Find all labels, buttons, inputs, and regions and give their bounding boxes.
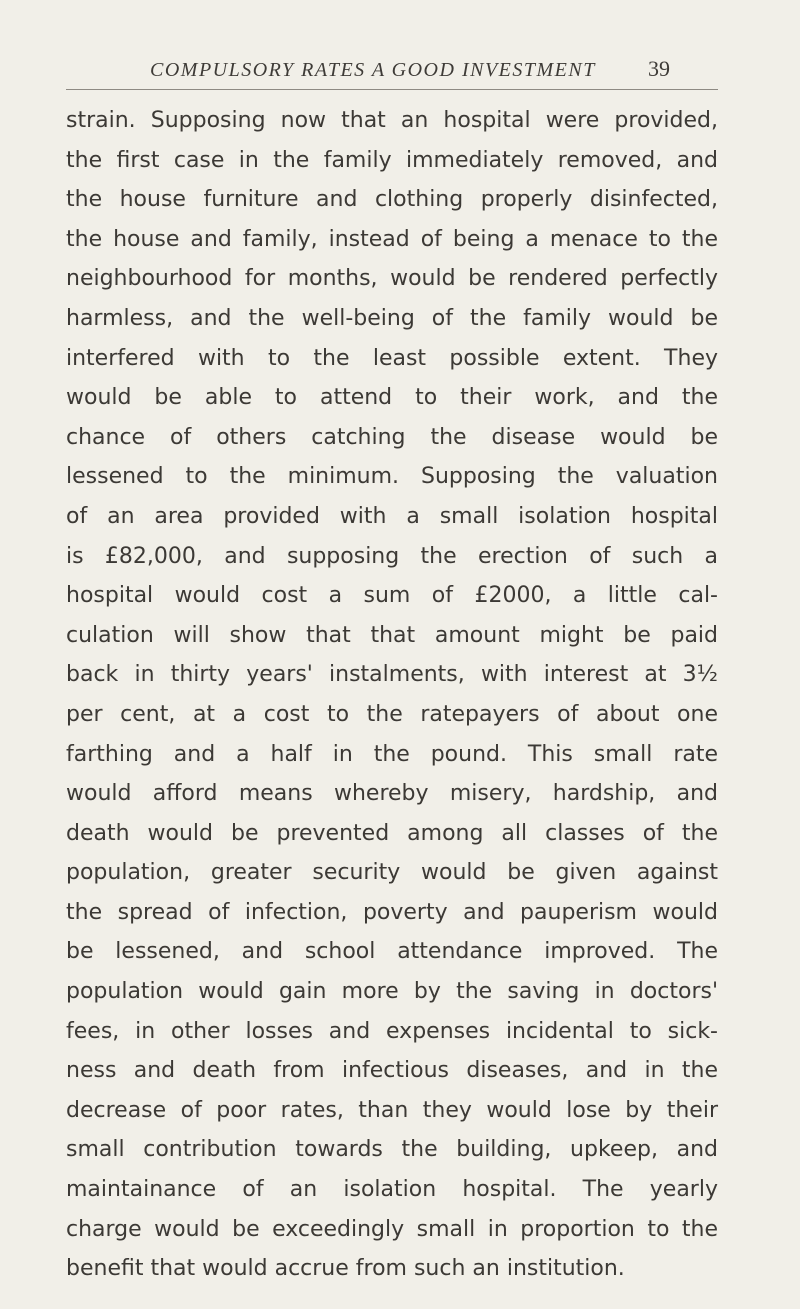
text-line: charge would be exceedingly small in proportion to the xyxy=(66,1216,718,1242)
text-line: culation will show that that amount might be paid xyxy=(66,622,718,648)
text-line: death would be prevented among all classes of the xyxy=(66,820,718,846)
text-line: farthing and a half in the pound. This small rate xyxy=(66,741,718,767)
text-line: neighbourhood for months, would be rendered perfectly xyxy=(66,266,718,292)
text-line: would afford means whereby misery, hardship, and xyxy=(66,781,718,807)
text-line: benefit that would accrue from such an institution. xyxy=(66,1256,625,1282)
text-line: harmless, and the well-being of the family would be xyxy=(66,305,718,331)
text-line: interfered with to the least possible extent. They xyxy=(66,345,718,371)
text-line: would be able to attend to their work, and the xyxy=(66,385,718,411)
header-rule xyxy=(66,89,718,90)
text-line: back in thirty years' instalments, with interest at 3½ xyxy=(66,662,718,688)
text-line: lessened to the minimum. Supposing the valuation xyxy=(66,464,718,490)
text-line: the house and family, instead of being a menace to the xyxy=(66,226,718,252)
text-line: small contribution towards the building, upkeep, and xyxy=(66,1137,718,1163)
page-number: 39 xyxy=(648,56,670,81)
text-line: maintainance of an isolation hospital. The yearly xyxy=(66,1177,718,1203)
text-line: fees, in other losses and expenses incidental to sick- xyxy=(66,1018,718,1044)
text-line: chance of others catching the disease would be xyxy=(66,424,718,450)
text-line: strain. Supposing now that an hospital were provided, xyxy=(66,108,718,133)
page-header xyxy=(150,56,670,82)
body-paragraph xyxy=(66,101,718,1289)
text-line: the spread of infection, poverty and pauperism would xyxy=(66,899,718,925)
text-line: hospital would cost a sum of £2000, a little cal- xyxy=(66,583,718,609)
text-line: is £82,000, and supposing the erection of such a xyxy=(66,543,718,569)
text-line: population would gain more by the saving in doctors' xyxy=(66,979,718,1005)
text-line: the first case in the family immediately removed, and xyxy=(66,147,718,173)
text-line: be lessened, and school attendance improved. The xyxy=(66,939,718,965)
text-line: of an area provided with a small isolation hospital xyxy=(66,503,718,529)
text-line: the house furniture and clothing properly disinfected, xyxy=(66,187,718,213)
running-head: COMPULSORY RATES A GOOD INVESTMENT xyxy=(150,59,596,81)
text-line: decrease of poor rates, than they would lose by their xyxy=(66,1097,718,1123)
text-line: per cent, at a cost to the ratepayers of about one xyxy=(66,701,718,727)
text-line: population, greater security would be given against xyxy=(66,860,718,886)
text-line: ness and death from infectious diseases, and in the xyxy=(66,1058,718,1084)
